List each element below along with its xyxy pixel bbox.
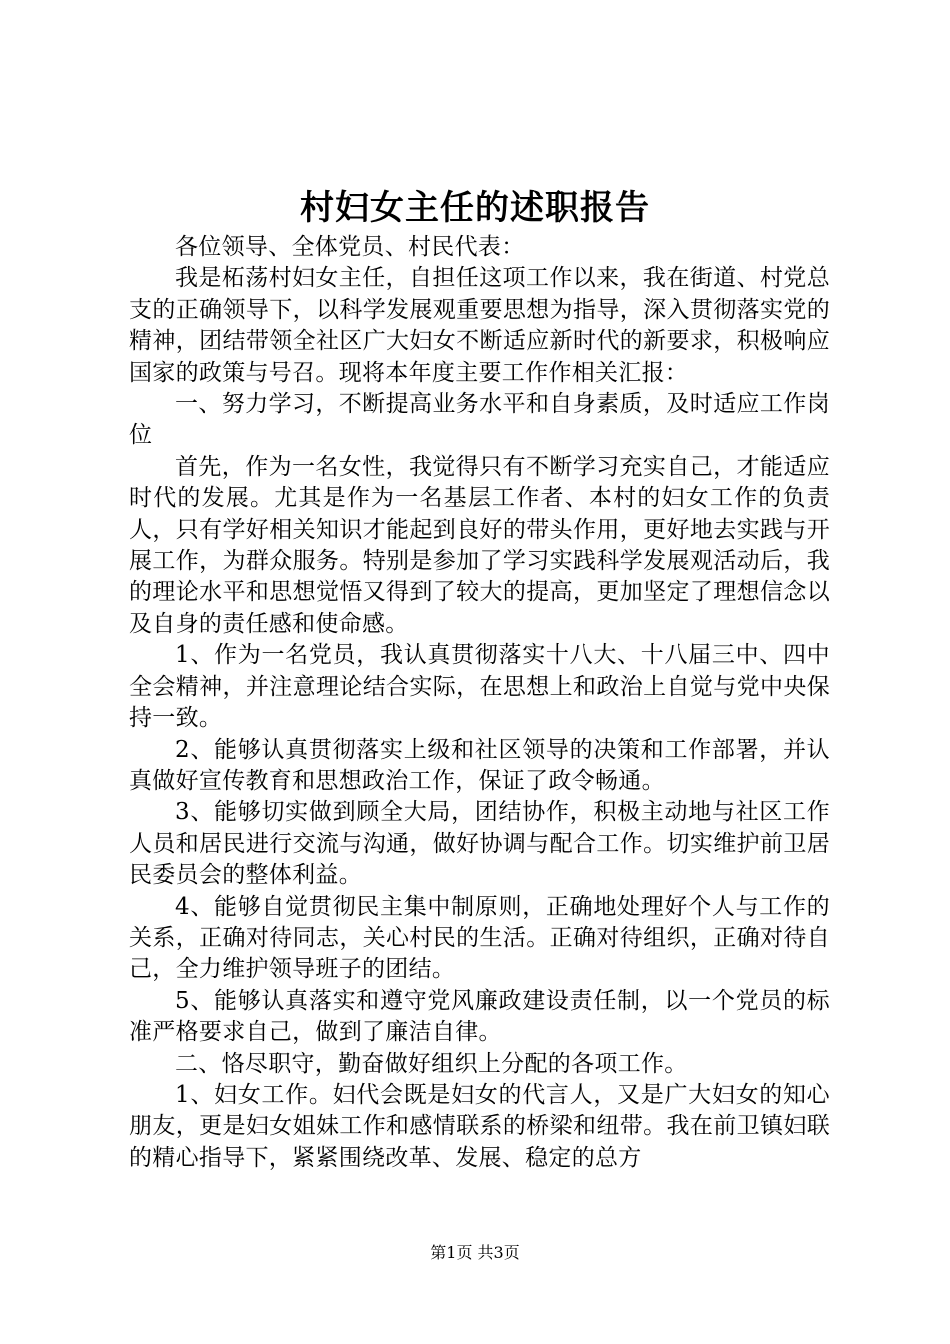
list-item: 5、能够认真落实和遵守党风廉政建设责任制，以一个党员的标准严格要求自己，做到了廉洁自律。	[129, 987, 830, 1046]
list-item: 3、能够切实做到顾全大局，团结协作，积极主动地与社区工作人员和居民进行交流与沟通，做好协调与配合工作。切实维护前卫居民委员会的整体利益。	[129, 799, 830, 889]
section-heading: 二、恪尽职守，勤奋做好组织上分配的各项工作。	[175, 1050, 688, 1077]
page-footer: 第1页 共3页	[430, 1243, 520, 1262]
list-item: 2、能够认真贯彻落实上级和社区领导的决策和工作部署，并认真做好宣传教育和思想政治工作，保证了政令畅通。	[129, 736, 830, 794]
paragraph: 首先，作为一名女性，我觉得只有不断学习充实自己，才能适应时代的发展。尤其是作为一名基层工作者、本村的妇女工作的负责人，只有学好相关知识才能起到良好的带头作用，更好地去实践与开展工作，为群众服务。特别是参加了学习实践科学发展观活动后，我的理论水平和思想觉悟又得到了较大的提高，更加坚定了理想信念以及自身的责任感和使命感。	[129, 453, 830, 637]
list-item: 1、作为一名党员，我认真贯彻落实十八大、十八届三中、四中全会精神，并注意理论结合实际，在思想上和政治上自觉与党中央保持一致。	[129, 642, 830, 732]
section-heading: 一、努力学习，不断提高业务水平和自身素质，及时适应工作岗位	[129, 391, 830, 449]
document-title: 村妇女主任的述职报告	[300, 188, 650, 228]
list-item: 4、能够自觉贯彻民主集中制原则，正确地处理好个人与工作的关系，正确对待同志，关心村民的生活。正确对待组织，正确对待自己，全力维护领导班子的团结。	[129, 893, 830, 983]
paragraph-salutation: 各位领导、全体党员、村民代表：	[175, 234, 525, 260]
paragraph: 我是柘荡村妇女主任，自担任这项工作以来，我在街道、村党总支的正确领导下，以科学发展观重要思想为指导，深入贯彻落实党的精神，团结带领全社区广大妇女不断适应新时代的新要求，积极响应国家的政策与号召。现将本年度主要工作作相关汇报：	[129, 265, 830, 386]
list-item: 1、妇女工作。妇代会既是妇女的代言人，又是广大妇女的知心朋友，更是妇女姐妹工作和感情联系的桥梁和纽带。我在前卫镇妇联的精心指导下，紧紧围绕改革、发展、稳定的总方	[129, 1081, 830, 1171]
document-body	[129, 232, 830, 1174]
